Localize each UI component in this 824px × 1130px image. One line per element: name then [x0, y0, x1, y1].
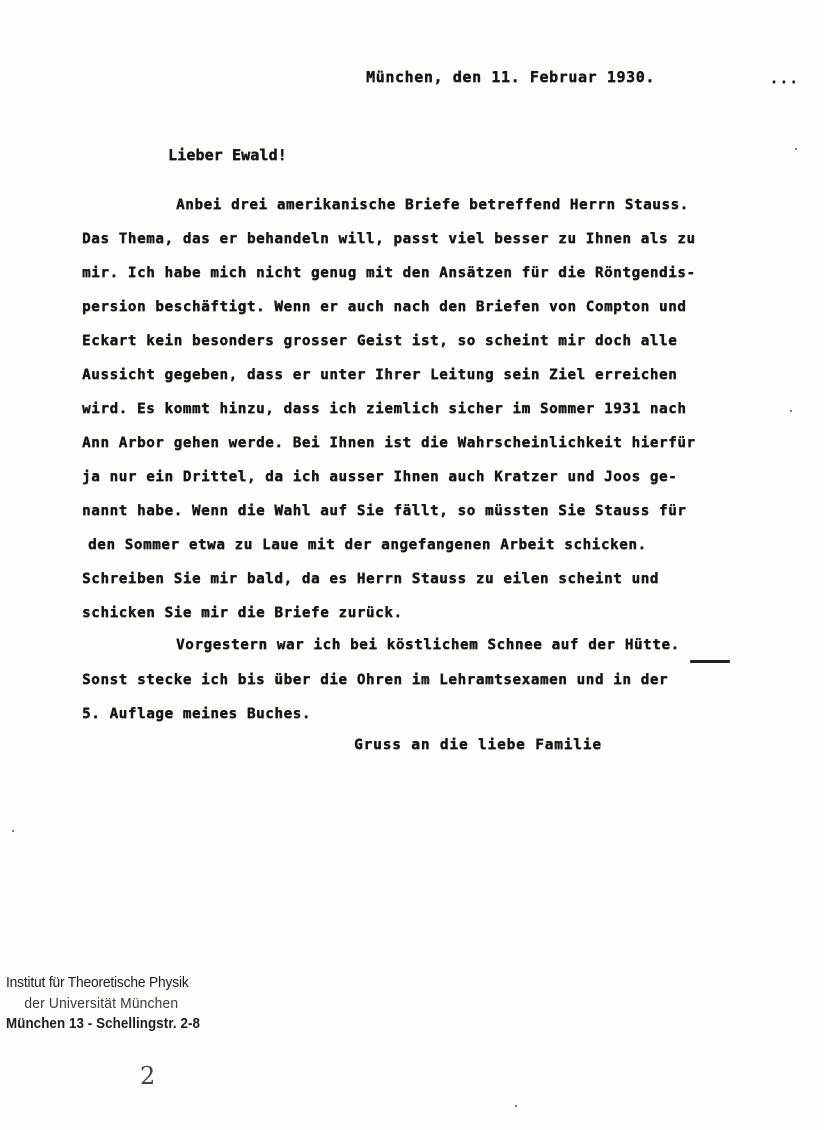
body-line-14: Vorgestern war ich bei köstlichem Schnee auf der Hütte.	[176, 637, 680, 653]
closing: Gruss an die liebe Familie	[354, 737, 602, 753]
scan-speck	[795, 148, 797, 150]
page-number: 2	[140, 1062, 155, 1090]
body-line-5: Eckart kein besonders grosser Geist ist, so scheint mir doch alle	[82, 333, 678, 349]
stamp-line-1: Institut für Theoretische Physik	[6, 974, 189, 991]
stamp-line-3: München 13 - Schellingstr. 2-8	[6, 1016, 201, 1032]
body-line-16: 5. Auflage meines Buches.	[82, 706, 311, 722]
corner-marks: ...	[770, 72, 800, 87]
stamp-line-2: der Universität München	[24, 995, 179, 1012]
body-line-11: den Sommer etwa zu Laue mit der angefangenen Arbeit schicken.	[88, 537, 647, 553]
body-line-9: ja nur ein Drittel, da ich ausser Ihnen auch Kratzer und Joos ge-	[82, 469, 678, 485]
body-line-7: wird. Es kommt hinzu, dass ich ziemlich sicher im Sommer 1931 nach	[82, 401, 687, 417]
scan-speck	[515, 1105, 517, 1107]
body-line-15: Sonst stecke ich bis über die Ohren im Lehramtsexamen und in der	[82, 672, 669, 688]
scan-speck	[790, 410, 792, 412]
body-line-8: Ann Arbor gehen werde. Bei Ihnen ist die Wahrscheinlichkeit hierfür	[82, 435, 696, 451]
body-line-1: Anbei drei amerikanische Briefe betreffend Herrn Stauss.	[176, 197, 689, 213]
dateline: München, den 11. Februar 1930.	[366, 68, 655, 86]
institute-stamp	[6, 972, 200, 1035]
body-line-2: Das Thema, das er behandeln will, passt viel besser zu Ihnen als zu	[82, 231, 696, 247]
body-line-4: persion beschäftigt. Wenn er auch nach den Briefen von Compton und	[82, 299, 687, 315]
body-line-6: Aussicht gegeben, dass er unter Ihrer Leitung sein Ziel erreichen	[82, 367, 678, 383]
body-line-12: Schreiben Sie mir bald, da es Herrn Stauss zu eilen scheint und	[82, 571, 659, 587]
body-line-13: schicken Sie mir die Briefe zurück.	[82, 605, 403, 621]
body-line-3: mir. Ich habe mich nicht genug mit den Ansätzen für die Röntgendis-	[82, 265, 696, 281]
salutation: Lieber Ewald!	[168, 146, 287, 164]
scan-speck	[12, 830, 14, 832]
handwritten-underline	[690, 660, 730, 663]
body-line-10: nannt habe. Wenn die Wahl auf Sie fällt, so müssten Sie Stauss für	[82, 503, 687, 519]
